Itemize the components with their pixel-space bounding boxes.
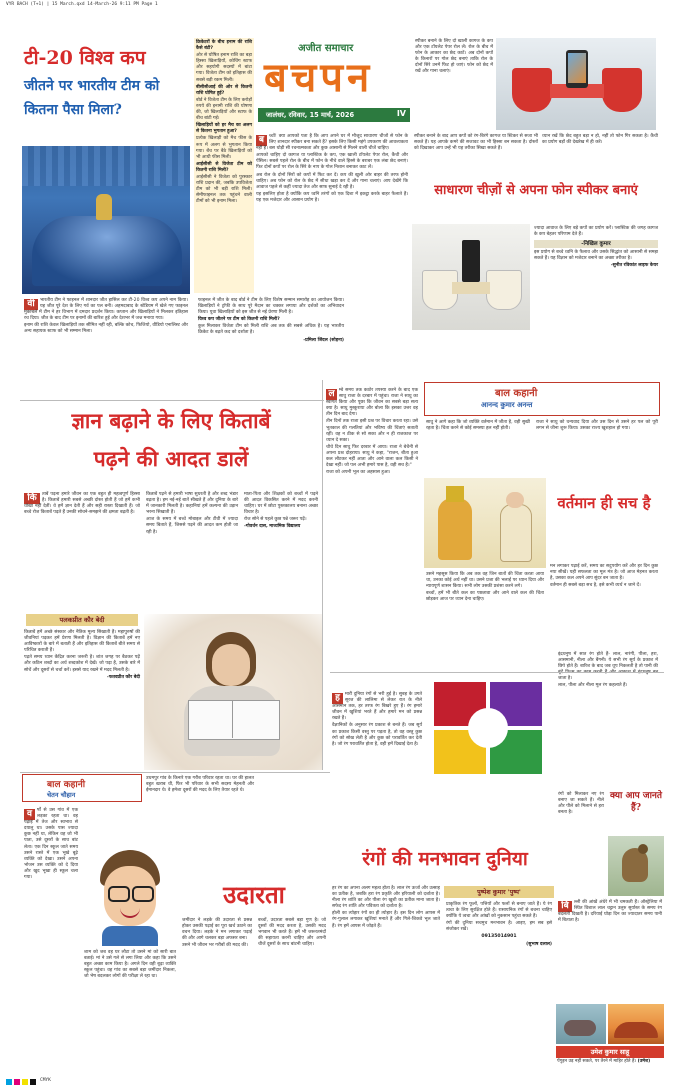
- masthead-dateline: जालंधर, रविवार, 15 मार्च, 2026: [266, 111, 355, 119]
- reading-author: -फतवप्रीत कौर बेदी: [106, 674, 140, 680]
- speaker-headline-text: साधारण चीज़ों से अपना फोन स्पीकर बनाएं: [434, 183, 638, 198]
- reading-body-col2: किताबें पढ़ने से हमारी भाषा सुधरती है और शब्द भंडार बढ़ता है। हम नई-नई बातें सीखते हैं और दुनिया के बारे में जानकारी मिलती है। कहानियां हमें कल्पना की उड़ान भरना सिखाती हैं। आज के समय में बच्चे मोबाइल और टीवी में ज्यादा समय बिताते हैं, जिससे पढ़ने की आदत कम होती जा रही है।: [146, 492, 238, 535]
- speaker-byline-2: -सुनीत रविकांत लाइफ केयर: [610, 263, 658, 269]
- story2-body-col3: जमींदार ने लड़के की उदारता से प्रसन्न होकर उसकी पढ़ाई का पूरा खर्च उठाने का वचन दिया। लड़के ने मन लगाकर पढ़ाई की और आगे चलकर बड़ा अफसर बना। उसने भी जीवन भर गरीबों की मदद की।: [182, 918, 252, 949]
- speaker-byline-tag: -निखिल कुमार: [534, 240, 658, 248]
- colors-author-tag-text: पुष्पेश कुमार 'पुष्प': [477, 889, 521, 896]
- reading-body-col3: माता-पिता और शिक्षकों को बच्चों में पढ़ने की आदत विकसित करने में मदद करनी चाहिए। घर में छोटा पुस्तकालय बनाना अच्छा विचार है। रोज सोने से पहले कुछ पन्ने जरूर पढ़ें। -गोवर्धन दास, माध्यमिक विद्यालय: [244, 492, 318, 530]
- story1-kicker: बाल कहानी: [495, 388, 538, 399]
- column-rule: [20, 772, 330, 773]
- speaker-body-2: स्पीकर बनाने के बाद आप कपों को रंग-बिरंगे कागज या स्टिकर से सजा भी सकते हैं। यह आपके कमरे की सजावट का भी हिस्सा बन सकता है। दोस्तों को दिखाकर आप उन्हें भी यह तरीका सिखा सकते हैं।: [414, 134, 538, 152]
- colors-dropcap: ह: [332, 693, 343, 704]
- column-rule: [322, 380, 323, 770]
- story1-kicker-box: [424, 382, 660, 416]
- didyouknow-footnote: पेंगुइन उड़ नहीं सकते, पर तैरने में माहिर होते हैं। (उमेश): [557, 1059, 651, 1064]
- column-rule: [20, 400, 324, 401]
- speaker-headline: [412, 182, 660, 222]
- story2-dropcap: व: [24, 809, 35, 820]
- speaker-body: ब च्चों! क्या आपको पता है कि आप अपने घर में मौजूद साधारण चीजों से फोन के लिए शानदार स्पीकर बना सकते हैं? इसके लिए किसी महंगे उपकरण की आवश्यकता नहीं है। बस थोड़ी सी रचनात्मकता और कुछ आसानी से मिलने वाली चीजें चाहिए। आपको चाहिए दो कागज या प्लास्टिक के कप, एक खाली टॉयलेट पेपर रोल, कैंची और पेंसिल। सबसे पहले रोल के बीच में फोन के नीचे वाले हिस्से के बराबर एक लंबा छेद बनाएं। फिर दोनों कपों पर रोल के सिरे के नाप के गोल निशान बनाकर काट लें। अब रोल के दोनों सिरों को कपों में फिट कर दें। कप की खुली ओर बाहर की तरफ होनी चाहिए। अब फोन को रोल के छेद में सीधा खड़ा कर दें और गाना चलाएं। आप देखेंगे कि आवाज पहले से कहीं ज्यादा तेज और साफ सुनाई दे रही है। यह इसलिए होता है क्योंकि कप ध्वनि तरंगों को एक दिशा में इकट्ठा करके बाहर फैलाते हैं। यह एक मजेदार और आसान प्रयोग है।: [256, 134, 408, 203]
- cricket-q1: क्रिकेटरों के बीच इनाम की राशि कैसे बंटी?: [196, 40, 252, 52]
- print-footer: [0, 1075, 677, 1089]
- speaker-assembly-photo: [412, 224, 530, 330]
- story1-title: वर्तमान ही सच है: [557, 494, 651, 512]
- boy-reading-book-illustration: [144, 614, 322, 770]
- column-rule: [330, 672, 664, 673]
- speaker-sidebar-text: स्पीकर बनाने के लिए दो खाली कागज के कप और एक टॉयलेट पेपर रोल लें। रोल के बीच में फोन के आकार का छेद काटें। अब दोनों कपों के किनारों पर गोल छेद बनाएं ताकि रोल के दोनों सिरे उनमें फिट हो जाएं। फोन को छेद में रखें और गाना चलाएं।: [415, 39, 493, 75]
- reading-author-tag-text: पलकप्रीत कौर बेदी: [59, 616, 105, 624]
- reading-author-bio: किताबें हमें अच्छे संस्कार और नैतिक मूल्य सिखाती हैं। महापुरुषों की जीवनियां पढ़कर हमें प्रेरणा मिलती है। विज्ञान की किताबें हमें नए आविष्कारों के बारे में बताती हैं और इतिहास की किताबें बीते समय से परिचित कराती हैं। पढ़ते समय ध्यान केंद्रित करना जरूरी है। शांत जगह पर बैठकर पढ़ें और कठिन शब्दों का अर्थ शब्दकोश में देखें। जो पढ़ा है, उसके बारे में सोचें और दूसरों से चर्चा करें। इससे याद रखने में मदद मिलती है। -फतवप्रीत कौर बेदी: [24, 630, 140, 680]
- story2-title-block: [178, 878, 330, 914]
- story1-dropcap: ल: [326, 389, 337, 400]
- didyouknow-title-block: [608, 790, 664, 830]
- cricket-body: वी भारतीय टीम ने फाइनल में शानदार जीत हासिल कर टी-20 विश्व कप अपने नाम किया। यह जीत पूरे देश के लिए गर्व का पल बनी। अहमदाबाद के स्टेडियम में खेले गए फाइनल मुकाबले में टीम ने हर विभाग में दमदार प्रदर्शन किया। कप्तान और खिलाड़ियों ने मिलकर इतिहास रच दिया। जीत के बाद टीम पर इनामों की बारिश हुई और देशभर में जश्न मनाया गया। इनाम की राशि केवल खिलाड़ियों तक सीमित नहीं रही, बल्कि कोच, फिजियो, वीडियो एनालिस्ट और अन्य सहायक स्टाफ को भी सम्मान मिला।: [24, 298, 188, 335]
- hippo-photo: [556, 1004, 606, 1044]
- speaker-dropcap: ब: [256, 135, 267, 146]
- bird-photo: [608, 836, 664, 896]
- paper-cup-speaker-photo: [496, 38, 656, 130]
- reading-headline: [22, 404, 320, 486]
- reading-teacher-credit: -गोवर्धन दास, माध्यमिक विद्यालय: [244, 524, 301, 530]
- story2-title: उदारता: [223, 881, 285, 909]
- color-wheel-graphic: [424, 674, 554, 784]
- cricket-byline: -प्रमिला जिंदल (सोहना): [303, 337, 344, 343]
- didyouknow-author: उमेश कुमार साहू: [590, 1048, 630, 1056]
- didyouknow-dropcap: बि: [558, 901, 572, 912]
- speaker-tip-column: ज्यादा आवाज के लिए बड़े कपों का प्रयोग करें। प्लास्टिक की जगह कागज के कप बेहतर परिणाम देते हैं। -निखिल कुमार इस प्रयोग से बच्चे ध्वनि के फैलाव और उसके सिद्धांत को आसानी से समझ सकते हैं। यह विज्ञान को मजेदार बनाने का अच्छा तरीका है। -सुनीत रविकांत लाइफ केयर: [534, 226, 658, 269]
- didyouknow-body: बि ल्ली की आंखें अंधेरे में भी चमकती हैं। ऑस्ट्रेलिया में स्थित विशाल लाल चट्टान उलुरु सूर्यास्त के समय रंग बदलती दिखती है। दरियाई घोड़ा दिन का ज्यादातर समय पानी में बिताता है।: [558, 900, 662, 924]
- trophy-celebration-photo: [22, 146, 190, 294]
- colors-title: रंगों की मनभावन दुनिया: [362, 848, 528, 870]
- uluru-rock-photo: [608, 1004, 664, 1044]
- colors-body-col4: प्राकृतिक रंग फूलों, पत्तियों और फलों से बनाए जाते हैं। ये रंग त्वचा के लिए सुरक्षित होते हैं। रासायनिक रंगों से बचना चाहिए क्योंकि ये त्वचा और आंखों को नुकसान पहुंचा सकते हैं। रंगों की दुनिया सचमुच मनभावन है। आइए, हम सब इसे संजोकर रखें। 09135014901 (सुभाष दलाल): [446, 902, 552, 947]
- print-slug: VYR BACH (T+1) | 15 March.qxd 14-March-26 9:11 PM Page 1: [6, 2, 158, 7]
- reading-dropcap: कि: [24, 493, 40, 504]
- story1-title-block: [548, 480, 660, 560]
- reading-body-col1: कि ताबें पढ़ना हमारे जीवन का एक बहुत ही महत्वपूर्ण हिस्सा है। किताबें हमारी सबसे अच्छी दोस्त होती हैं जो हमें कभी धोखा नहीं देतीं। वे हमें ज्ञान देती हैं और सही रास्ता दिखाती हैं। जो बच्चे रोज किताबें पढ़ते हैं उनकी सोचने-समझने की क्षमता बढ़ती है।: [24, 492, 140, 516]
- didyouknow-author-tag: [556, 1046, 664, 1058]
- masthead-publisher: अजीत समाचार: [298, 43, 354, 54]
- reading-author-tag: [26, 614, 138, 626]
- story1-body-col1: ल म्बे समय तक कठोर तपस्या करने के बाद एक साधु राजा के दरबार में पहुंचा। राजा ने साधु का स्वागत किया और पूछा कि जीवन का सबसे बड़ा सत्य क्या है। साधु मुस्कुराया और बोला कि इसका उत्तर वह तीन दिन बाद देगा। तीन दिनों तक राजा इसी प्रश्न पर विचार करता रहा। उसे भूतकाल की गलतियां और भविष्य की चिंताएं सताती रहीं। वह न ठीक से सो सका और न ही राजकाज पर ध्यान दे सका। चौथे दिन साधु फिर दरबार में आया। राजा ने बेचैनी से अपना प्रश्न दोहराया। साधु ने कहा, "राजन, बीता हुआ कल लौटकर नहीं आता और आने वाला कल किसी ने देखा नहीं। जो पल अभी हमारे पास है, वही सच है।" राजा को अपनी भूल का अहसास हुआ।: [326, 388, 418, 476]
- masthead-date-bar: [258, 108, 410, 122]
- didyouknow-credit: (उमेश): [637, 1059, 651, 1064]
- colors-body-col3: हर रंग का अपना अलग महत्व होता है। लाल रंग ऊर्जा और उत्साह का प्रतीक है, जबकि हरा रंग प्रकृति और हरियाली को दर्शाता है। नीला रंग शांति का और पीला रंग खुशी का प्रतीक माना जाता है। सफेद रंग शांति और पवित्रता को दर्शाता है। होली का त्योहार रंगों का ही त्योहार है। इस दिन लोग आपस में रंग-गुलाल लगाकर खुशियां मनाते हैं और गिले-शिकवे भूल जाते हैं। रंग हमें आपस में जोड़ते हैं।: [332, 886, 440, 929]
- king-and-sage-illustration: [424, 478, 546, 568]
- didyouknow-title: क्या आप जानते हैं?: [609, 791, 663, 813]
- reading-headline-line2: पढ़ने की आदत डालें: [93, 447, 249, 471]
- story2-author: चेतन चौहान: [47, 791, 76, 799]
- masthead: [258, 38, 410, 130]
- cricket-body-2: फाइनल में जीत के बाद बोर्ड ने टीम के लिए विशेष सम्मान समारोह का आयोजन किया। खिलाड़ियों ने ट्रॉफी के साथ पूरे मैदान का चक्कर लगाया और दर्शकों का अभिवादन किया। युवा खिलाड़ियों को इस जीत से नई प्रेरणा मिली है। विश्व कप जीतने पर टीम को कितनी राशि मिली? कुल मिलाकर विजेता टीम को मिली राशि अब तक की सबसे अधिक है। यह भारतीय क्रिकेट के बढ़ते कद को दर्शाता है। -प्रमिला जिंदल (सोहना): [198, 298, 344, 343]
- story2-kicker: बाल कहानी: [47, 780, 86, 790]
- smiling-boy-with-glasses-illustration: [82, 846, 178, 946]
- colors-body-col1: ह मारी दुनिया रंगों से भरी हुई है। सुबह के उगते सूरज की लालिमा से लेकर रात के नीले आसमान तक, हर तरफ रंग बिखरे हुए हैं। रंग हमारे जीवन में खुशियां भरते हैं और हमारे मन को प्रसन्न रखते हैं। वैज्ञानिकों के अनुसार रंग प्रकाश से बनते हैं। जब सूर्य का प्रकाश किसी वस्तु पर पड़ता है, तो वह वस्तु कुछ रंगों को सोख लेती है और कुछ को परावर्तित कर देती है। जो रंग परावर्तित होता है, वही हमें दिखाई देता है।: [332, 692, 422, 747]
- colors-credit: (सुभाष दलाल): [526, 941, 552, 947]
- story1-body-col3: राजा ने साधु को धन्यवाद दिया और उस दिन से उसने हर पल को पूरी लगन से जीना शुरू किया। उसका राज्य खुशहाल हो गया।: [536, 420, 658, 432]
- story2-body-col4: बच्चों, उदारता सबसे बड़ा गुण है। जो दूसरों की मदद करता है, उसकी मदद भगवान भी करते हैं। हमें भी जरूरतमंदों की सहायता करनी चाहिए और अपनी चीजें दूसरों के साथ बांटनी चाहिए।: [258, 918, 326, 948]
- story2-body-col2: शाम को जब वह घर लौटा तो उसने मां को सारी बात बताई। मां ने उसे गले से लगा लिया और कहा कि उसने बहुत अच्छा काम किया है। अगले दिन वही बूढ़ा व्यक्ति स्कूल पहुंचा। वह गांव का सबसे बड़ा जमींदार निकला, जो भेष बदलकर लोगों की परीक्षा ले रहा था।: [84, 950, 176, 980]
- colors-body-col2: इंद्रधनुष में सात रंग होते हैं- लाल, नारंगी, पीला, हरा, आसमानी, नीला और बैंगनी। ये सभी रंग सूर्य के प्रकाश में छिपे होते हैं। बारिश के बाद जब धूप निकलती है तो पानी की जाता है। लाल, पीला और नीला मूल रंग कहलाते हैं।: [558, 652, 658, 689]
- speaker-body-3: ध्यान रखें कि छेद बहुत बड़ा न हो, नहीं तो फोन गिर सकता है। कैंची का प्रयोग बड़ों की देखरेख में ही करें।: [542, 134, 658, 146]
- story1-body-col4: उसने महसूस किया कि अब तक वह जिन बातों की चिंता करता आया था, उनका कोई अर्थ नहीं था। उसने प्रजा की भलाई पर ध्यान दिया और न्यायपूर्ण शासन किया। सभी लोग उसकी प्रशंसा करने लगे। बच्चों, हमें भी बीते कल का पछतावा और आने वाले कल की चिंता छोड़कर आज पर ध्यान देना चाहिए।: [426, 572, 544, 603]
- didyouknow-side-col: रंगों को मिलाकर नए रंग बनाए जा सकते हैं। नीले और पीले को मिलाने से हरा बनता है।: [558, 792, 604, 816]
- cricket-q3: खिलाड़ियों को हर मैच का अलग से कितना भुगतान हुआ?: [196, 123, 252, 135]
- story1-author: आनन्द कुमार अनन्त: [481, 401, 533, 409]
- story2-kicker-box: [22, 774, 142, 802]
- cricket-headline: जीतने पर भारतीय टीम को कितना पैसा मिला?: [24, 78, 160, 118]
- masthead-title: बचपन: [264, 54, 374, 101]
- cricket-q2: बीसीसीआई की ओर से कितनी राशि घोषित हुई?: [196, 84, 252, 96]
- story2-body-col1: व र्षों से उस गांव में एक लड़का रहता था। वह पढ़ाई में तेज और स्वभाव से दयालु था। उसके पास ज्यादा कुछ नहीं था, लेकिन वह जो भी पाता, उसे दूसरों के साथ बांट लेता। एक दिन स्कूल जाते समय उसने रास्ते में एक भूखे बूढ़े व्यक्ति को देखा। उसने अपना भोजन उस व्यक्ति को दे दिया और खुद भूखा ही स्कूल चला गया।: [24, 808, 78, 881]
- cricket-q4: आईसीसी से विजेता टीम को कितनी राशि मिली?: [196, 161, 252, 173]
- cricket-headline-banner: [22, 38, 190, 146]
- cricket-kicker: टी-20 विश्व कप: [24, 47, 146, 69]
- reading-headline-line1: ज्ञान बढ़ाने के लिए किताबें: [71, 409, 271, 433]
- colors-phone: 09135014901: [481, 934, 517, 940]
- footer-registration: CMYK: [40, 1078, 51, 1083]
- masthead-page-number: IV: [396, 109, 406, 118]
- colors-author-tag: [444, 886, 554, 898]
- colors-headline-block: [330, 842, 560, 882]
- story1-body-col2: साधु ने आगे कहा कि जो व्यक्ति वर्तमान में जीता है, वही सुखी रहता है। चिंता करने से कोई समस्या हल नहीं होती।: [426, 420, 530, 432]
- cricket-qa-column: क्रिकेटरों के बीच इनाम की राशि कैसे बंटी? ओर से घोषित इनाम राशि का बड़ा हिस्सा खिलाड़ियों, कोचिंग स्टाफ और सहयोगी सदस्यों में बांटा गया। विजेता टीम को इतिहास की सबसे बड़ी रकम मिली। बीसीसीआई की ओर से कितनी राशि घोषित हुई? बोर्ड ने विजेता टीम के लिए करोड़ों रुपये की इनामी राशि की घोषणा की, जो खिलाड़ियों और स्टाफ के बीच बांटी गई। खिलाड़ियों को हर मैच का अलग से कितना भुगतान हुआ? प्रत्येक खिलाड़ी को मैच फीस के रूप में अलग से भुगतान किया गया। बेंच पर बैठे खिलाड़ियों को भी आधी फीस मिली। आईसीसी से विजेता टीम को कितनी राशि मिली? आईसीसी ने विजेता को पुरस्कार राशि प्रदान की, जबकि उपविजेता टीम को भी बड़ी राशि मिली। सेमीफाइनल तक पहुंचने वाली टीमों को भी इनाम मिला।: [194, 38, 254, 293]
- story2-intro: उधमपुर गांव के किनारे एक गरीब परिवार रहता था। घर की हालत बहुत खराब थी, फिर भी परिवार के सभी सदस्य मेहनती और ईमानदार थे। वे हमेशा दूसरों की मदद के लिए तैयार रहते थे।: [146, 776, 254, 794]
- cricket-dropcap: वी: [24, 299, 38, 310]
- story1-body-col5: मन लगाकर पढ़ाई करें, समय का सदुपयोग करें और हर दिन कुछ नया सीखें। यही सफलता का मूल मंत्र है। जो आज मेहनत करता है, उसका कल अपने आप सुंदर बन जाता है। वर्तमान ही सबसे बड़ा सच है, इसे कभी व्यर्थ न जाने दें।: [550, 564, 658, 589]
